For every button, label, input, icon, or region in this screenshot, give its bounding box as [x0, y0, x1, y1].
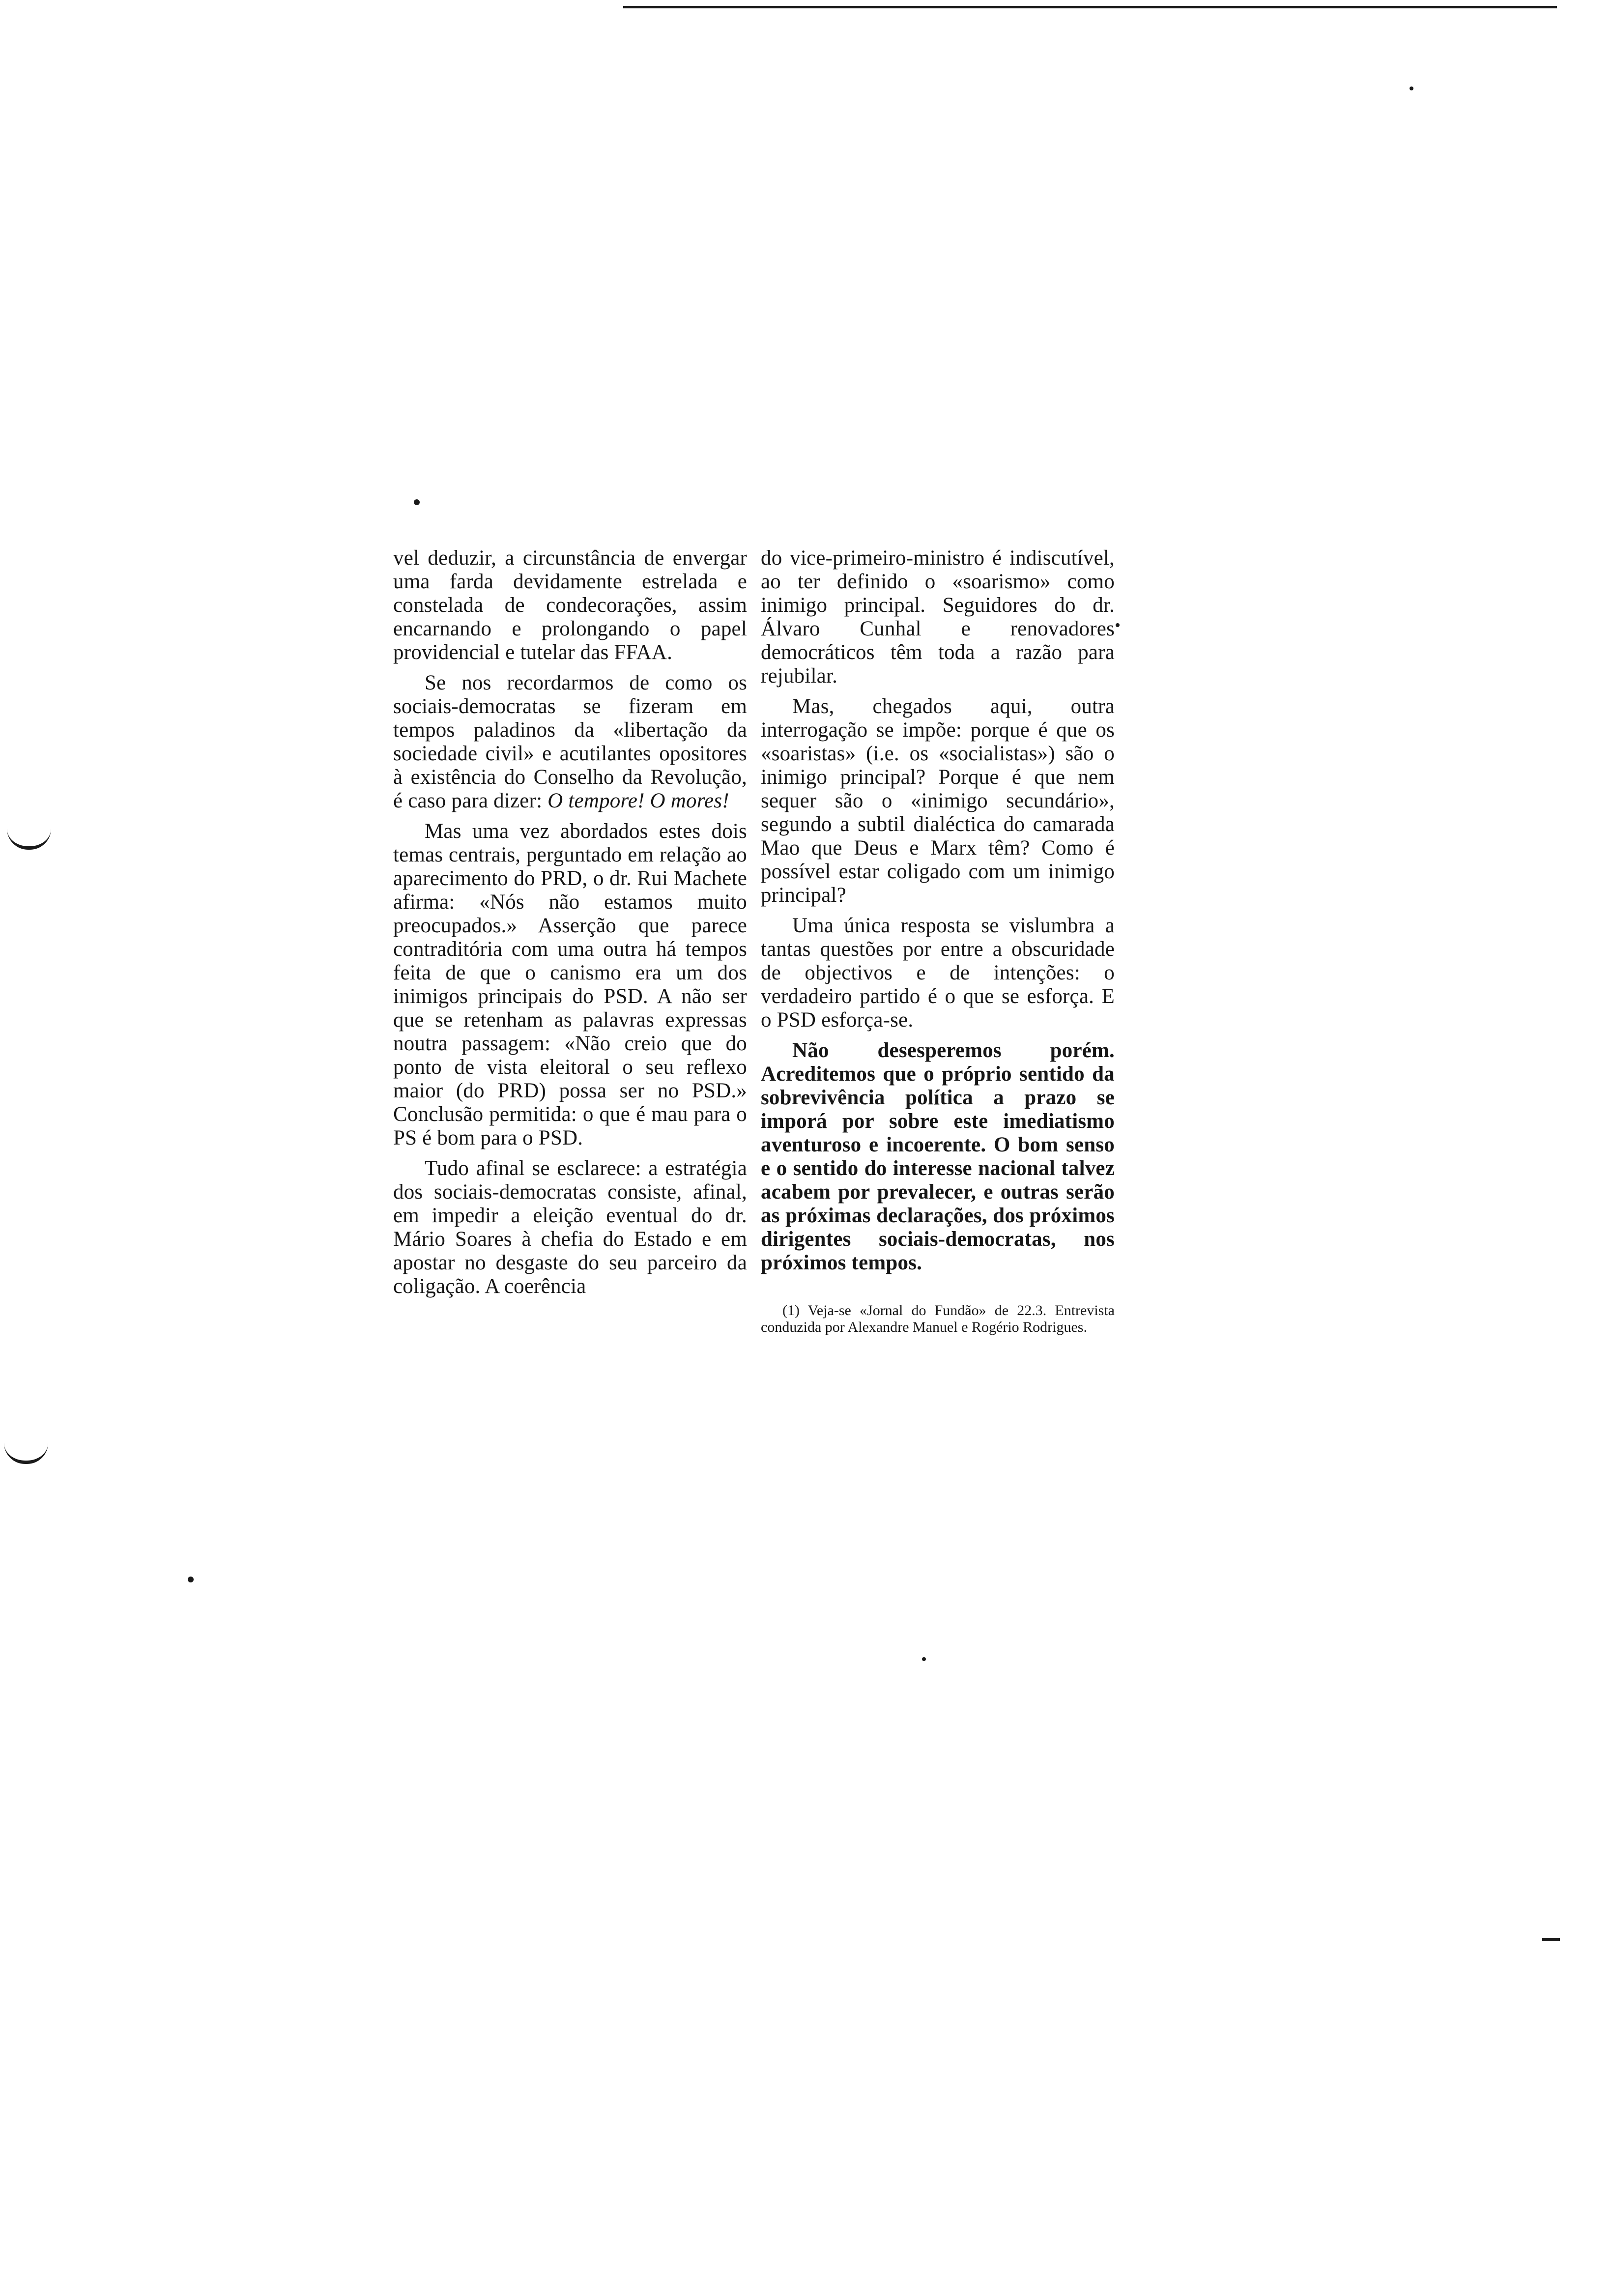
- scan-speck: [1410, 86, 1413, 90]
- article-paragraph: Não desesperemos porém. Acreditemos que o próprio sentido da sobrevivência política a prazo se imporá por sobre este imediatismo aventuroso e incoerente. O bom senso e o sentido do interesse nacional talvez acabem por prevalecer, e outras serão as próximas declarações, dos próximos dirigentes sociais-democratas, nos próximos tempos.: [761, 1039, 1115, 1274]
- punch-hole-mark: [7, 829, 51, 850]
- article-paragraph: vel deduzir, a circunstância de envergar uma farda devidamente estrelada e constelada de condecorações, assim encarnando e prolongando o papel providencial e tutelar das FFAA.: [393, 546, 747, 664]
- article-paragraph: Se nos recordarmos de como os sociais-democratas se fizeram em tempos paladinos da «libertação da sociedade civil» e acutilantes opositores à existência do Conselho da Revolução, é caso para dizer: O tempore! O mores!: [393, 671, 747, 812]
- article-paragraph: Uma única resposta se vislumbra a tantas questões por entre a obscuridade de objectivos e de intenções: o verdadeiro partido é o que se esforça. E o PSD esforça-se.: [761, 914, 1115, 1032]
- scan-speck: [922, 1657, 926, 1661]
- scan-speck: [414, 499, 420, 505]
- article-paragraph: Mas uma vez abordados estes dois temas centrais, perguntado em relação ao aparecimento do PRD, o dr. Rui Machete afirma: «Nós não estamos muito preocupados.» Asserção que parece contraditória com uma outra há tempos feita de que o canismo era um dos inimigos principais do PSD. A não ser que se retenham as palavras expressas noutra passagem: «Não creio que do ponto de vista eleitoral o seu reflexo maior (do PRD) possa ser no PSD.» Conclusão permitida: o que é mau para o PS é bom para o PSD.: [393, 820, 747, 1149]
- edge-mark: [1542, 1938, 1560, 1941]
- top-scan-rule: [623, 6, 1557, 8]
- punch-hole-mark: [4, 1443, 48, 1464]
- article-paragraph: do vice-primeiro-ministro é indiscutível, ao ter definido o «soarismo» como inimigo principal. Seguidores do dr. Álvaro Cunhal e renovadores democráticos têm toda a razão para rejubilar.: [761, 546, 1115, 688]
- scan-speck: [1116, 623, 1120, 627]
- article-paragraph: Tudo afinal se esclarece: a estratégia dos sociais-democratas consiste, afinal, em impedir a eleição eventual do dr. Mário Soares à chefia do Estado e em apostar no desgaste do seu parceiro da coligação. A coerência: [393, 1157, 747, 1298]
- footnote: (1) Veja-se «Jornal do Fundão» de 22.3. Entrevista conduzida por Alexandre Manuel e Rogério Rodrigues.: [761, 1302, 1115, 1335]
- scan-speck: [188, 1577, 194, 1582]
- article-paragraph: Mas, chegados aqui, outra interrogação se impõe: porque é que os «soaristas» (i.e. os «socialistas») são o inimigo principal? Porque é que nem sequer são o «inimigo secundário», segundo a subtil dialéctica do camarada Mao que Deus e Marx têm? Como é possível estar coligado com um inimigo principal?: [761, 695, 1115, 907]
- article-column-right: [761, 546, 1115, 1336]
- article-column-left: [393, 546, 747, 1298]
- latin-exclamation: O tempore! O mores!: [547, 789, 729, 812]
